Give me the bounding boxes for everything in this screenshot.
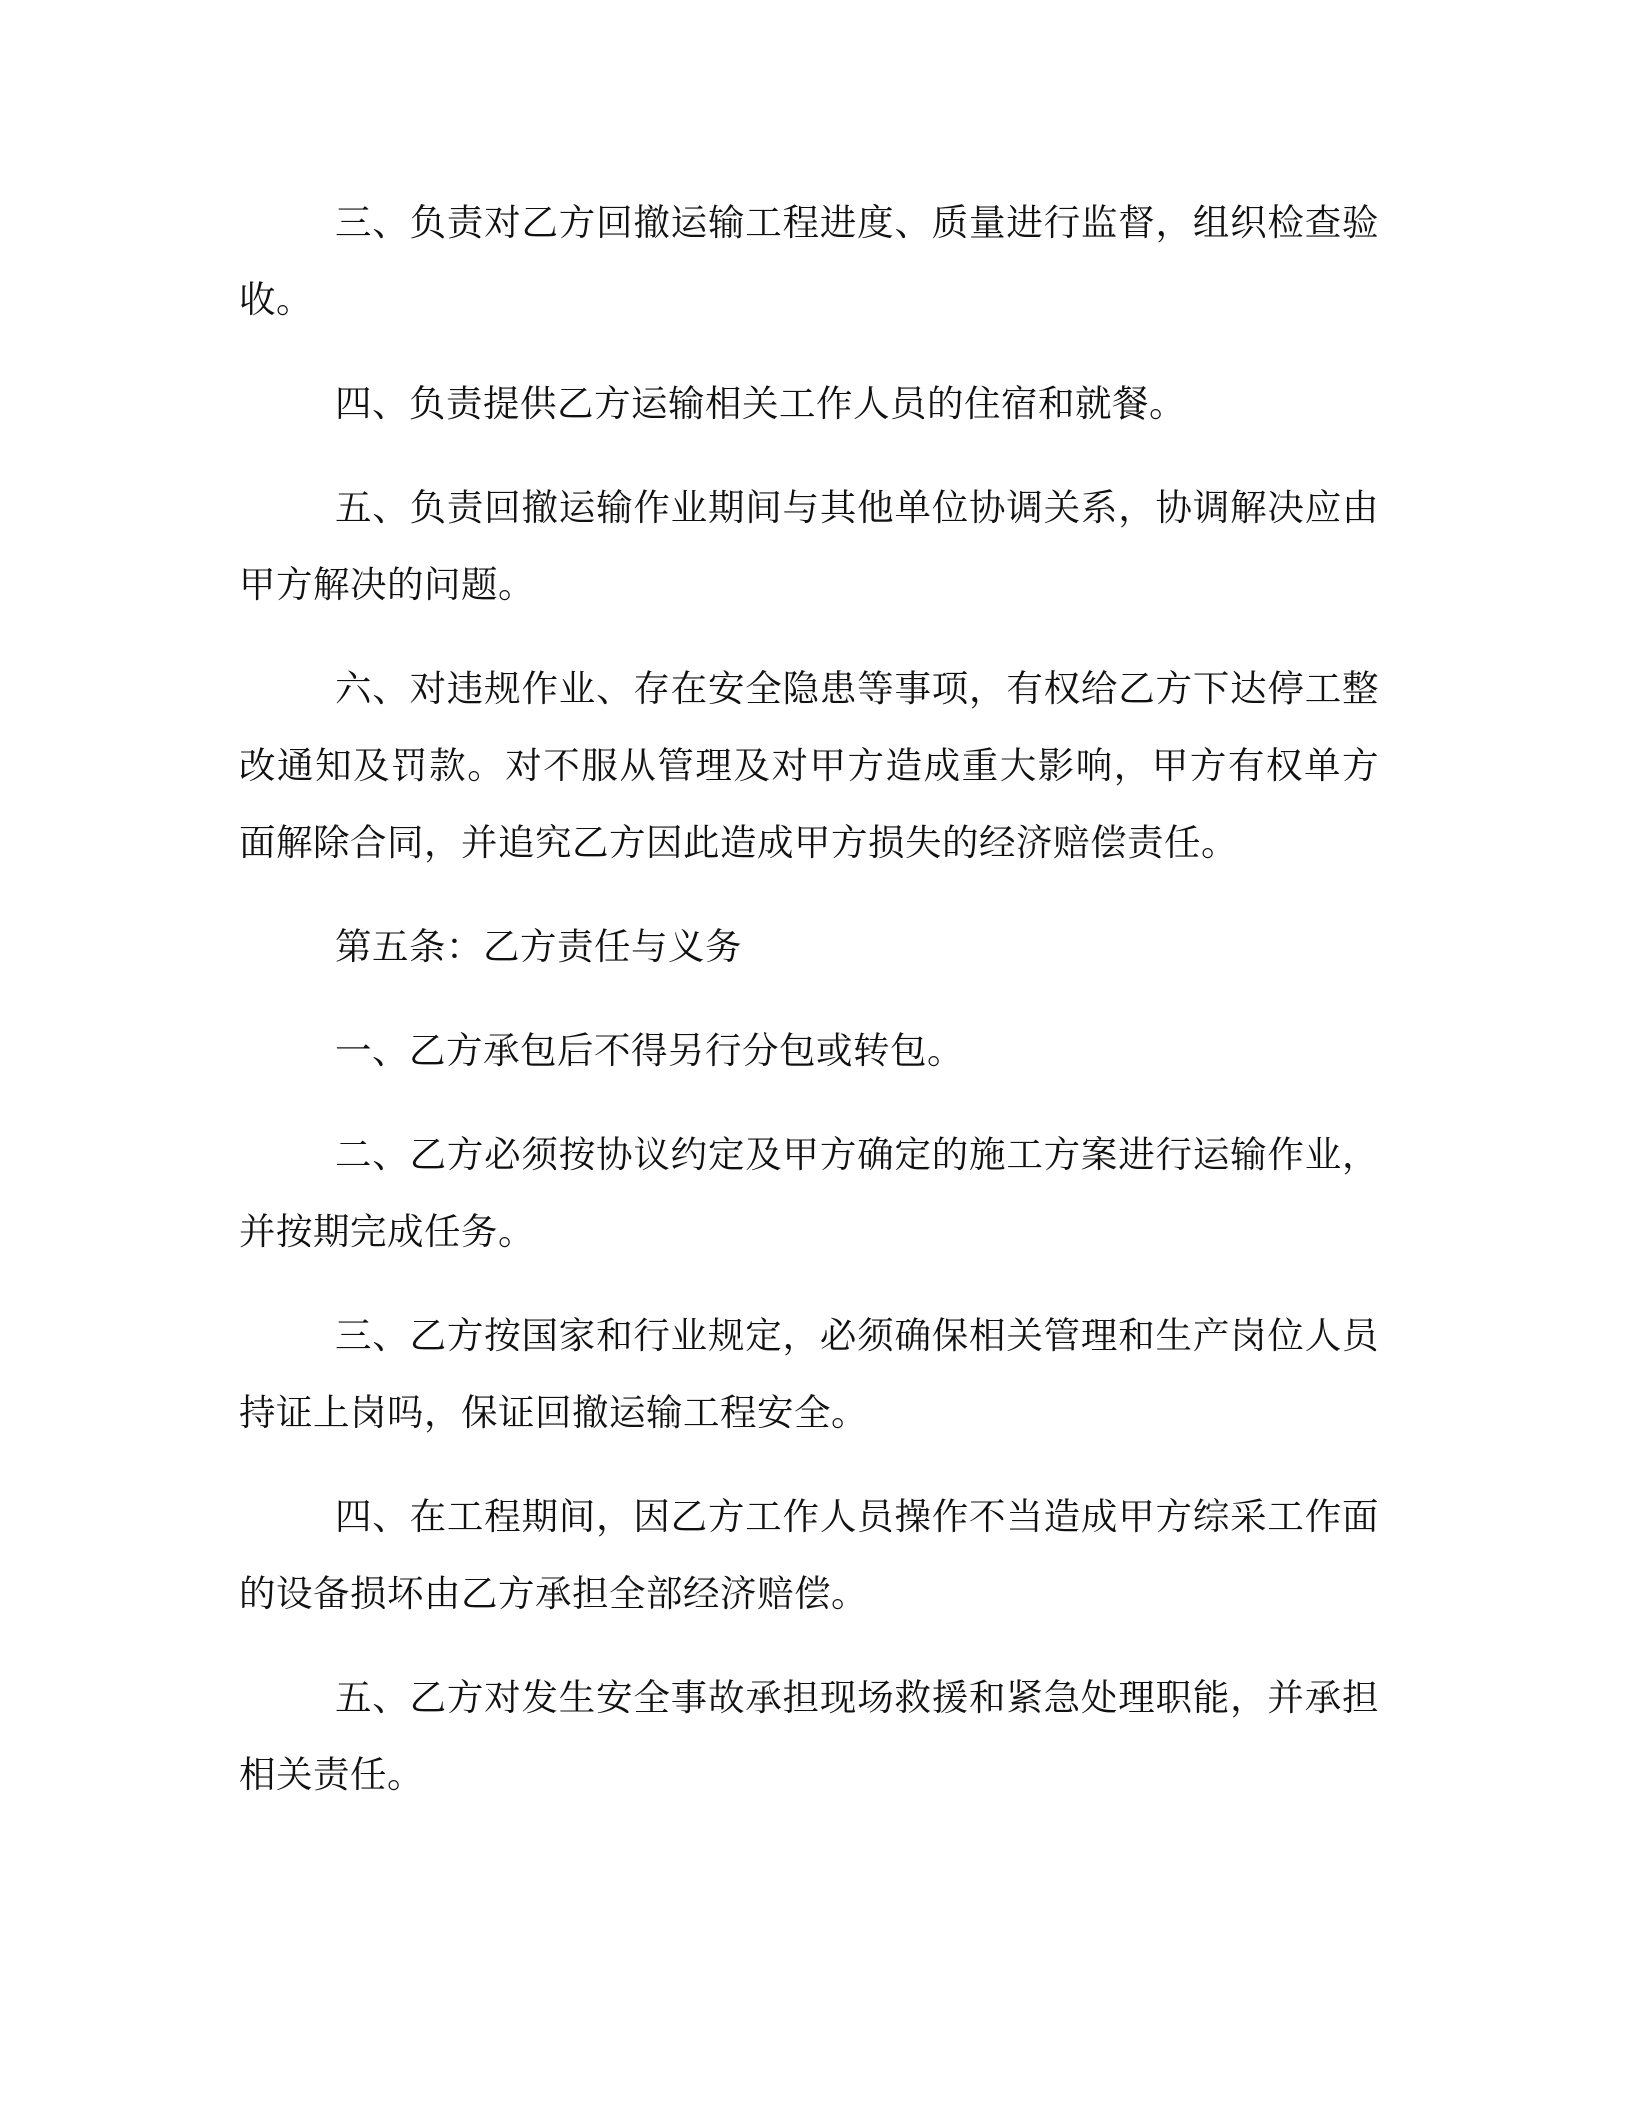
paragraph-party-b-3-certification: 三、乙方按国家和行业规定，必须确保相关管理和生产岗位人员持证上岗吗，保证回撤运输工程安全。 <box>239 1314 1379 1434</box>
document-body <box>239 184 1379 1840</box>
paragraph-party-b-1-subcontract: 一、乙方承包后不得另行分包或转包。 <box>335 1029 964 1072</box>
paragraph-duty-3-supervision: 三、负责对乙方回撤运输工程进度、质量进行监督，组织检查验收。 <box>239 201 1379 321</box>
section-heading-article-5: 第五条：乙方责任与义务 <box>335 925 742 968</box>
paragraph-party-b-4-compensation: 四、在工程期间，因乙方工作人员操作不当造成甲方综采工作面的设备损坏由乙方承担全部经济赔偿。 <box>239 1495 1379 1615</box>
paragraph-duty-5-coordination: 五、负责回撤运输作业期间与其他单位协调关系，协调解决应由甲方解决的问题。 <box>239 486 1379 606</box>
paragraph-party-b-2-plan: 二、乙方必须按协议约定及甲方确定的施工方案进行运输作业，并按期完成任务。 <box>239 1133 1379 1253</box>
paragraph-party-b-5-emergency: 五、乙方对发生安全事故承担现场救援和紧急处理职能，并承担相关责任。 <box>239 1676 1379 1796</box>
paragraph-duty-6-penalties: 六、对违规作业、存在安全隐患等事项，有权给乙方下达停工整改通知及罚款。对不服从管理及对甲方造成重大影响，甲方有权单方面解除合同，并追究乙方因此造成甲方损失的经济赔偿责任。 <box>239 667 1379 864</box>
paragraph-duty-4-lodging: 四、负责提供乙方运输相关工作人员的住宿和就餐。 <box>335 382 1186 425</box>
